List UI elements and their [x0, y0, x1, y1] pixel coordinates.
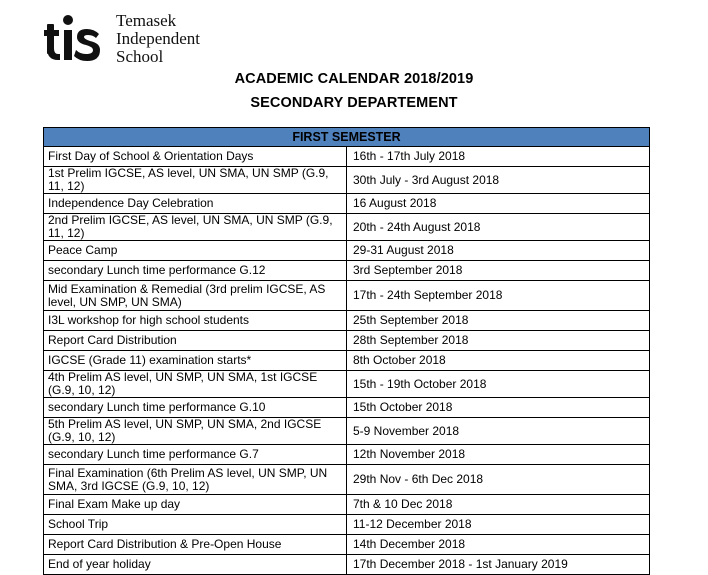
date-cell: 17th - 24th September 2018: [347, 281, 650, 311]
table-row: [44, 311, 650, 331]
event-cell: 5th Prelim AS level, UN SMP, UN SMA, 2nd IGCSE (G.9, 10, 12): [44, 418, 347, 445]
date-cell: 15th October 2018: [347, 398, 650, 418]
table-row: [44, 555, 650, 575]
table-row: [44, 535, 650, 555]
table-row: [44, 214, 650, 241]
date-cell: 29-31 August 2018: [347, 241, 650, 261]
date-cell: 8th October 2018: [347, 351, 650, 371]
date-cell: 16 August 2018: [347, 194, 650, 214]
table-row: [44, 241, 650, 261]
event-cell: Peace Camp: [44, 241, 347, 261]
event-cell: 4th Prelim AS level, UN SMP, UN SMA, 1st IGCSE (G.9, 10, 12): [44, 371, 347, 398]
event-cell: Report Card Distribution & Pre-Open House: [44, 535, 347, 555]
school-name-line: Independent: [116, 29, 201, 48]
event-cell: 1st Prelim IGCSE, AS level, UN SMA, UN SMP (G.9, 11, 12): [44, 167, 347, 194]
event-cell: First Day of School & Orientation Days: [44, 147, 347, 167]
date-cell: 5-9 November 2018: [347, 418, 650, 445]
department-title: SECONDARY DEPARTEMENT: [250, 95, 458, 111]
date-cell: 29th Nov - 6th Dec 2018: [347, 465, 650, 495]
date-cell: 14th December 2018: [347, 535, 650, 555]
date-cell: 28th September 2018: [347, 331, 650, 351]
table-row: [44, 331, 650, 351]
date-cell: 17th December 2018 - 1st January 2019: [347, 555, 650, 575]
event-cell: Independence Day Celebration: [44, 194, 347, 214]
table-row: [44, 465, 650, 495]
table-row: [44, 495, 650, 515]
date-cell: 3rd September 2018: [347, 261, 650, 281]
table-row: [44, 281, 650, 311]
event-cell: Final Exam Make up day: [44, 495, 347, 515]
table-row: [44, 515, 650, 535]
table-row: [44, 371, 650, 398]
event-cell: secondary Lunch time performance G.12: [44, 261, 347, 281]
calendar-title: ACADEMIC CALENDAR 2018/2019: [234, 71, 474, 87]
date-cell: 20th - 24th August 2018: [347, 214, 650, 241]
table-row: [44, 194, 650, 214]
date-cell: 15th - 19th October 2018: [347, 371, 650, 398]
date-cell: 16th - 17th July 2018: [347, 147, 650, 167]
event-cell: Mid Examination & Remedial (3rd prelim IGCSE, AS level, UN SMP, UN SMA): [44, 281, 347, 311]
event-cell: secondary Lunch time performance G.7: [44, 445, 347, 465]
section-header-row: [44, 128, 650, 147]
date-cell: 25th September 2018: [347, 311, 650, 331]
date-cell: 30th July - 3rd August 2018: [347, 167, 650, 194]
date-cell: 7th & 10 Dec 2018: [347, 495, 650, 515]
event-cell: School Trip: [44, 515, 347, 535]
table-row: [44, 418, 650, 445]
event-cell: IGCSE (Grade 11) examination starts*: [44, 351, 347, 371]
date-cell: 11-12 December 2018: [347, 515, 650, 535]
event-cell: secondary Lunch time performance G.10: [44, 398, 347, 418]
calendar-table: [43, 127, 650, 575]
date-cell: 12th November 2018: [347, 445, 650, 465]
table-row: [44, 398, 650, 418]
school-name-line: School: [116, 47, 164, 66]
table-row: [44, 261, 650, 281]
school-logo: [44, 10, 224, 68]
school-name: [116, 12, 200, 66]
table-row: [44, 167, 650, 194]
event-cell: I3L workshop for high school students: [44, 311, 347, 331]
table-row: [44, 445, 650, 465]
event-cell: 2nd Prelim IGCSE, AS level, UN SMA, UN SMP (G.9, 11, 12): [44, 214, 347, 241]
section-header: FIRST SEMESTER: [44, 128, 650, 147]
event-cell: End of year holiday: [44, 555, 347, 575]
event-cell: Report Card Distribution: [44, 331, 347, 351]
table-row: [44, 147, 650, 167]
table-row: [44, 351, 650, 371]
tis-logo-icon: [44, 10, 106, 68]
event-cell: Final Examination (6th Prelim AS level, UN SMP, UN SMA, 3rd IGCSE (G.9, 10, 12): [44, 465, 347, 495]
school-name-line: Temasek: [116, 11, 177, 30]
